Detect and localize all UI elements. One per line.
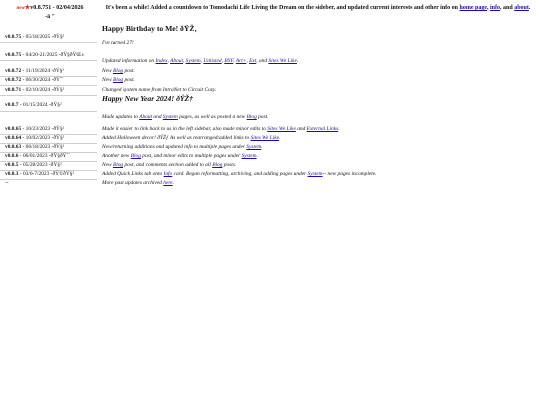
page-link-blog[interactable]: Blog xyxy=(112,68,124,74)
page-link-blog[interactable]: Blog xyxy=(246,114,257,120)
page-link-system[interactable]: System xyxy=(241,153,257,159)
version-number: v0.8.6 xyxy=(5,153,19,159)
update-description xyxy=(102,77,534,84)
update-description xyxy=(102,171,534,178)
update-description xyxy=(102,58,534,65)
new-badge: new xyxy=(16,6,25,11)
description-text: post. xyxy=(123,68,135,74)
update-description xyxy=(102,114,534,121)
description-text: , xyxy=(200,58,204,64)
version-number: v0.8.7 xyxy=(5,102,19,108)
page-link-art-[interactable]: Art+ xyxy=(235,58,247,64)
latest-message-text: , and xyxy=(500,5,515,11)
update-heading: Happy New Year 2024! ðŸŽ† xyxy=(102,94,193,103)
version-cell xyxy=(5,180,97,187)
version-date: - 11/19/2024 -ðŸ§² xyxy=(21,68,65,74)
version-date: - 05/18/2025 -ðŸ§² xyxy=(21,34,65,40)
version-cell xyxy=(5,135,97,142)
description-text: , xyxy=(167,58,171,64)
page-link-unlisted[interactable]: Unlisted xyxy=(203,58,222,64)
description-text: New xyxy=(102,162,113,168)
description-text: . xyxy=(338,126,340,132)
version-date: - 10/23/2023 -ðŸ§² xyxy=(21,126,65,132)
latest-version-cell: new★v0.8.751 - 02/04/2026 -ä " xyxy=(16,5,84,20)
page-link-external-links[interactable]: External Links xyxy=(306,126,339,132)
page-link-ext[interactable]: Ext xyxy=(249,58,257,64)
version-cell xyxy=(5,77,97,84)
version-cell xyxy=(5,34,97,41)
version-number: v0.8.72 xyxy=(5,77,22,83)
version-date: - 06/01/2023 -ðŸ§ðŸ˜´ xyxy=(18,153,71,159)
page-link-info[interactable]: Info xyxy=(163,171,173,177)
update-description xyxy=(102,180,534,187)
version-number: -- xyxy=(5,180,9,186)
row-divider xyxy=(0,95,97,96)
description-text: Made updates to xyxy=(102,114,140,120)
description-text: New/returning additions and updated info to multiple pages under xyxy=(102,144,247,150)
version-date: - 03/6-7/2023 -ðŸ©ðŸ§² xyxy=(18,171,75,177)
description-text: . xyxy=(296,58,299,64)
description-text: . xyxy=(261,144,263,150)
page-link-blog[interactable]: Blog xyxy=(130,153,141,159)
version-number: v0.8.3 xyxy=(5,171,19,177)
update-description xyxy=(102,68,534,75)
description-text: Made it easier to link back to us in the left sidebar, also made minor edits to xyxy=(102,126,268,132)
info-link[interactable]: info xyxy=(490,5,501,11)
latest-message xyxy=(100,4,536,12)
version-cell xyxy=(5,144,97,151)
version-number: v0.8.75 xyxy=(5,52,22,58)
description-text: More past updates archived xyxy=(102,180,164,186)
version-cell xyxy=(5,153,97,160)
version-date: - 02/10/2024 -ðŸ§² xyxy=(21,87,65,93)
description-text: posts. xyxy=(222,162,237,168)
description-text: Another new xyxy=(102,153,131,159)
description-text: post, and minor edits to multiple pages under xyxy=(140,153,242,159)
sparkle-icon: ★ xyxy=(24,5,31,11)
latest-message-text: It's been a while! Added a countdown to Tomodachi Life Living the Dream on the sideber, and updated current interests and other info on xyxy=(105,5,460,11)
update-description xyxy=(102,126,534,133)
description-text: pages, as well as posted a new xyxy=(177,114,247,120)
page-link-about[interactable]: About xyxy=(170,58,183,64)
latest-message-text: , xyxy=(487,5,490,11)
description-text: , and xyxy=(256,58,269,64)
description-text: and xyxy=(295,126,307,132)
description-text: post, and comments section added to all xyxy=(123,162,213,168)
latest-date: 02/04/2026 xyxy=(56,5,84,11)
version-date: - 01/15/2024 -ðŸ§² xyxy=(18,102,62,108)
version-date: - 04/20-21/2025 -ðŸ§ðŸŒ± xyxy=(21,52,85,58)
version-number: v0.8.65 xyxy=(5,126,22,132)
page-link-sites-we-like[interactable]: Sites We Like xyxy=(250,135,280,141)
update-description xyxy=(102,153,534,160)
latest-version: v0.8.751 xyxy=(30,5,52,11)
description-text: New xyxy=(102,68,113,74)
row-divider xyxy=(0,60,97,61)
description-text: , xyxy=(233,58,236,64)
description-text: post. xyxy=(256,114,269,120)
version-cell xyxy=(5,52,85,59)
update-description xyxy=(102,162,534,169)
description-text: Added Halloween decor! ðŸŽƒ As well as rearranged/added links to xyxy=(102,135,251,141)
version-date: - 06/18/2023 -ðŸ§² xyxy=(21,144,65,150)
description-text: Added Quick Links tab onto xyxy=(102,171,164,177)
page-link-blog[interactable]: Blog xyxy=(112,162,124,168)
version-number: v0.8.72 xyxy=(5,68,22,74)
about-link[interactable]: about xyxy=(514,5,529,11)
version-number: v0.8.63 xyxy=(5,144,22,150)
version-cell xyxy=(5,87,97,94)
version-cell xyxy=(5,162,97,169)
row-divider xyxy=(0,85,97,86)
row-divider xyxy=(0,42,97,43)
page-link-system[interactable]: System xyxy=(185,58,201,64)
description-text: , xyxy=(182,58,186,64)
update-description: Changed system name from IntraNet to Circuit Cozy. xyxy=(102,87,217,93)
page-link-sites-we-like[interactable]: Sites We Like xyxy=(267,126,296,132)
description-text: and xyxy=(152,114,163,120)
description-text: Updated information on xyxy=(102,58,156,64)
row-divider xyxy=(0,111,97,112)
version-cell xyxy=(5,102,97,109)
version-number: v0.8.64 xyxy=(5,135,22,141)
update-description xyxy=(102,144,534,151)
update-description: I've turned 27! xyxy=(102,40,134,46)
page-link-sites-we-like[interactable]: Sites We Like xyxy=(268,58,297,64)
version-cell xyxy=(5,126,97,133)
version-number: v0.8.71 xyxy=(5,87,22,93)
page-link-system[interactable]: System xyxy=(246,144,262,150)
version-date: - 10/02/2023 -ðŸ§² xyxy=(21,135,65,141)
latest-mood: -ä " xyxy=(45,14,55,20)
page-link-here[interactable]: here xyxy=(163,180,173,186)
description-text: , xyxy=(221,58,225,64)
description-text: card. Began reformatting, archiving, and adding pages under xyxy=(172,171,308,177)
version-date: - 06/30/2024 -ðŸ˜´ xyxy=(21,77,64,83)
page-link-byf[interactable]: BYF xyxy=(224,58,234,64)
page-link-index[interactable]: Index xyxy=(155,58,168,64)
page-link-about[interactable]: About xyxy=(139,114,153,120)
page-link-system[interactable]: System xyxy=(162,114,178,120)
page-link-system[interactable]: System xyxy=(307,171,323,177)
description-text: . xyxy=(172,180,175,186)
description-text: New xyxy=(102,77,113,83)
description-text: post. xyxy=(123,77,135,83)
description-text: , xyxy=(246,58,250,64)
update-description xyxy=(102,135,534,142)
latest-message-text: . xyxy=(528,5,531,11)
description-text: -- new pages incomplete. xyxy=(322,171,377,177)
version-number: v0.8.75 xyxy=(5,34,22,40)
version-cell xyxy=(5,68,97,75)
home-page-link[interactable]: home page xyxy=(459,5,487,11)
page-link-blog[interactable]: Blog xyxy=(112,77,124,83)
page-link-blog[interactable]: Blog xyxy=(212,162,223,168)
update-heading: Happy Birthday to Me! ðŸŽ‚ xyxy=(102,24,197,33)
version-number: v0.8.5 xyxy=(5,162,19,168)
description-text: . xyxy=(279,135,281,141)
description-text: . xyxy=(256,153,258,159)
version-cell xyxy=(5,171,97,178)
version-date: - 05/28/2023 -ðŸ§² xyxy=(18,162,62,168)
